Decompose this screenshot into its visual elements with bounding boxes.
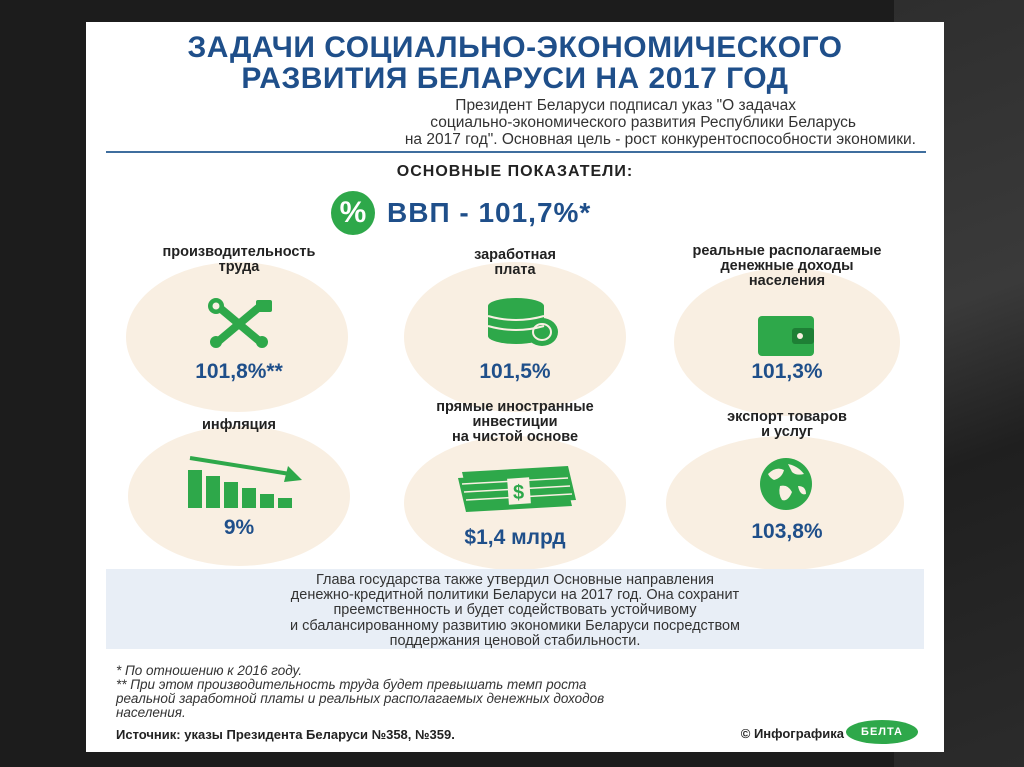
- footnote: реальной заработной платы и реальных располагаемых денежных доходов: [116, 691, 605, 706]
- divider: [106, 151, 926, 153]
- label-line: прямые иностранные: [436, 399, 594, 415]
- footnote: * По отношению к 2016 году.: [116, 663, 303, 678]
- declining-bars-icon: [186, 454, 304, 515]
- subtitle-line: Президент Беларуси подписал указ "О задачах: [455, 97, 796, 114]
- label-line: реальные располагаемые: [692, 243, 882, 259]
- label-line: денежные доходы: [720, 258, 854, 274]
- indicator-label: [652, 244, 922, 289]
- label-line: труда: [218, 259, 260, 275]
- infographic-slide: [86, 22, 944, 752]
- section-heading: ОСНОВНЫЕ ПОКАЗАТЕЛИ:: [396, 163, 634, 180]
- source-text: Источник: указы Президента Беларуси №358, №359.: [116, 727, 455, 742]
- globe-icon: [758, 456, 814, 517]
- indicator-value: 101,3%: [751, 360, 823, 383]
- indicator-label: [662, 410, 912, 440]
- page-title: [86, 32, 944, 94]
- wallet-icon: [756, 312, 816, 363]
- indicator-wages: [390, 240, 640, 420]
- note-line: и сбалансированному развитию экономики Беларуси посредством: [289, 617, 741, 634]
- indicator-value: 101,8%**: [195, 360, 283, 383]
- label-line: плата: [494, 262, 536, 278]
- indicator-label: [390, 400, 640, 445]
- indicator-productivity: [114, 240, 364, 420]
- label-line: населения: [748, 273, 826, 289]
- title-line: ЗАДАЧИ СОЦИАЛЬНО-ЭКОНОМИЧЕСКОГО: [187, 31, 843, 64]
- footnotes: [116, 664, 906, 720]
- gdp-indicator: [331, 190, 591, 236]
- note-line: преемственность и будет содействовать устойчивому: [333, 602, 697, 619]
- label-line: инвестиции: [472, 414, 558, 430]
- percent-icon: %: [331, 191, 375, 235]
- subtitle-line: на 2017 год". Основная цель - рост конкурентоспособности экономики.: [404, 131, 916, 148]
- indicator-value: 9%: [223, 516, 255, 539]
- indicator-value: 101,5%: [479, 360, 551, 383]
- note-line: Глава государства также утвердил Основные направления: [315, 572, 715, 588]
- label-line: инфляция: [202, 417, 276, 433]
- label-line: экспорт товаров: [727, 409, 847, 425]
- credit-text: © Инфографика: [740, 726, 844, 741]
- belta-logo: БЕЛТА: [846, 720, 918, 744]
- coins-icon: [482, 296, 562, 357]
- indicator-label: [114, 418, 364, 433]
- svg-text:$: $: [513, 482, 525, 504]
- title-line: РАЗВИТИЯ БЕЛАРУСИ НА 2017 ГОД: [241, 62, 789, 95]
- label-line: производительность: [162, 244, 316, 260]
- indicator-value: $1,4 млрд: [464, 526, 566, 549]
- gdp-value: ВВП - 101,7%*: [387, 197, 592, 228]
- wrench-screwdriver-icon: [204, 298, 276, 355]
- indicator-exports: [662, 410, 912, 570]
- indicator-value: 103,8%: [751, 520, 823, 543]
- note-text: [106, 573, 924, 649]
- indicator-income: [652, 240, 922, 420]
- money-stack-icon: [452, 466, 578, 519]
- label-line: заработная: [474, 247, 556, 263]
- indicator-label: [114, 245, 364, 275]
- indicator-fdi: [390, 400, 640, 570]
- indicator-label: [390, 248, 640, 278]
- label-line: на чистой основе: [451, 429, 579, 445]
- subtitle-line: социально-экономического развития Республики Беларусь: [430, 114, 856, 131]
- footnote: ** При этом производительность труда будет превышать темп роста: [116, 677, 587, 692]
- subtitle: [106, 97, 916, 148]
- label-line: и услуг: [761, 424, 813, 440]
- footnote: населения.: [116, 705, 186, 720]
- indicator-inflation: [114, 414, 364, 564]
- note-line: поддержания ценовой стабильности.: [389, 632, 641, 649]
- note-line: денежно-кредитной политики Беларуси на 2017 год. Она сохранит: [290, 587, 740, 604]
